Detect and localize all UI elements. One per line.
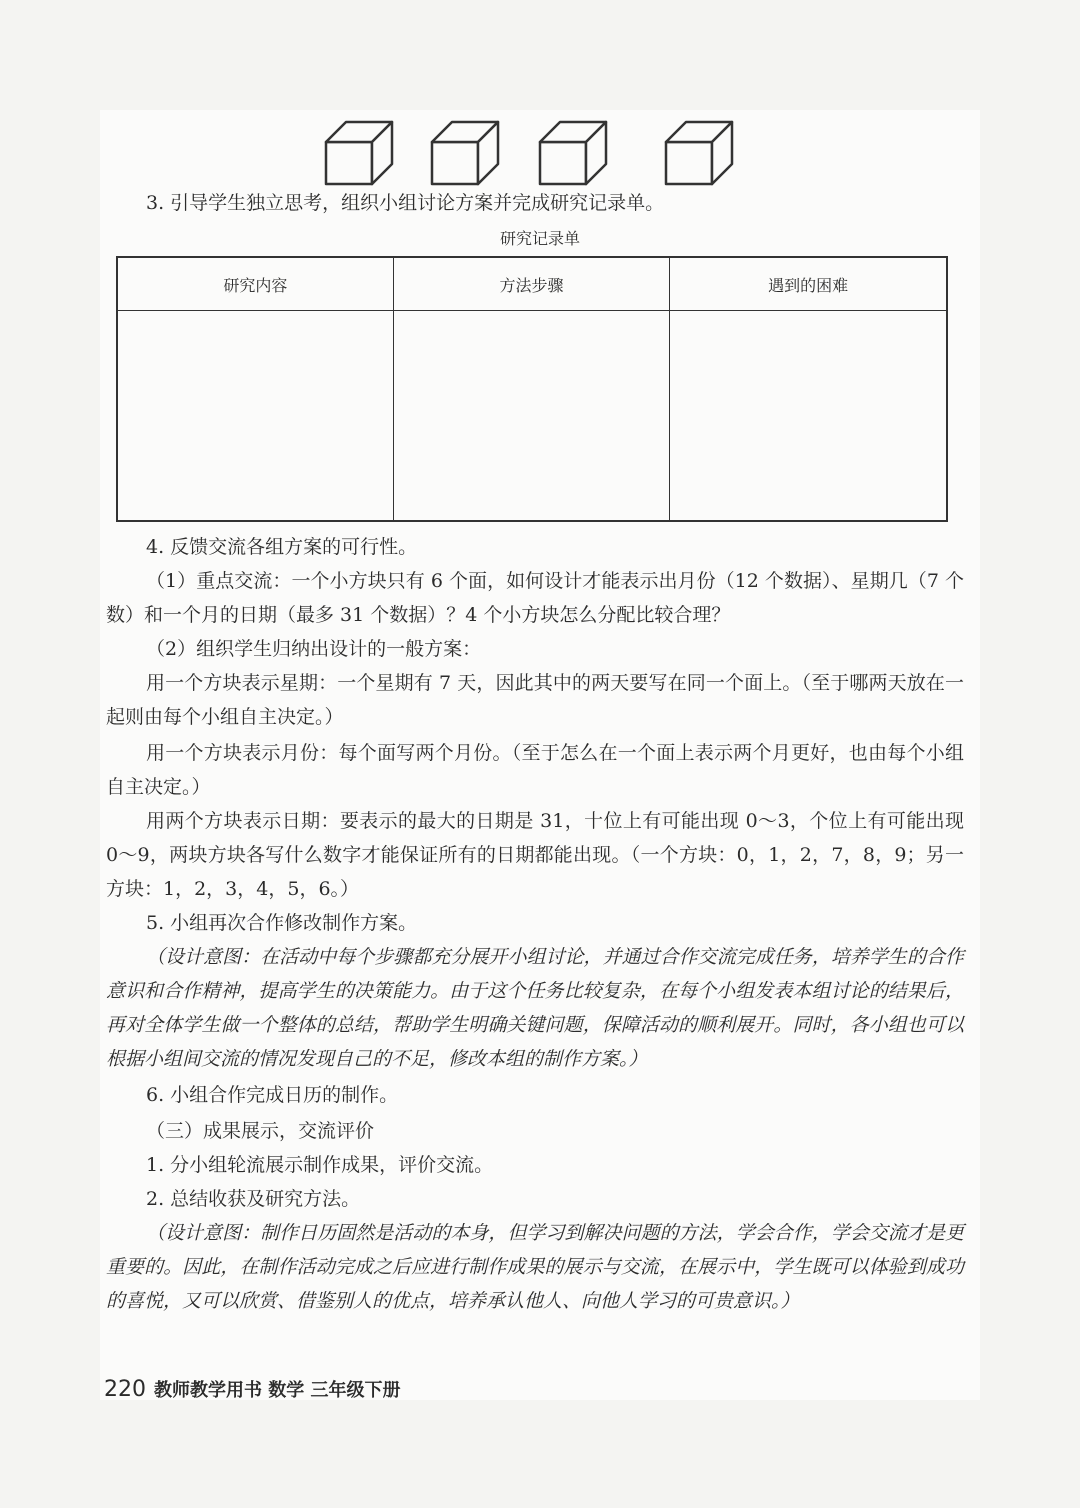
- cube-4: [666, 122, 732, 184]
- cell-content: [117, 311, 393, 522]
- paragraph-2: （2）组织学生归纳出设计的一般方案：: [146, 638, 482, 660]
- cell-difficulty: [670, 311, 947, 522]
- cube-1: [326, 122, 392, 184]
- page-number: 220: [104, 1377, 146, 1402]
- paragraph-4: 用一个方块表示月份：每个面写两个月份。（至于怎么在一个面上表示两个月更好，也由每个小组自主决定。）: [106, 742, 964, 798]
- cube-3: [540, 122, 606, 184]
- step-4: 4. 反馈交流各组方案的可行性。: [146, 536, 418, 558]
- header-content: 研究内容: [117, 257, 393, 311]
- design-intent-2: （设计意图：制作日历固然是活动的本身，但学习到解决问题的方法，学会合作，学会交流才是更重要的。因此，在制作活动完成之后应进行制作成果的展示与交流，在展示中，学生既可以体验到成功的喜悦，又可以欣赏、借鉴别人的优点，培养承认他人、向他人学习的可贵意识。）: [106, 1222, 964, 1312]
- header-method: 方法步骤: [393, 257, 669, 311]
- page-footer: [104, 1376, 401, 1402]
- research-record-table: [116, 256, 948, 522]
- step-5: 5. 小组再次合作修改制作方案。: [146, 912, 418, 934]
- cell-method: [393, 311, 669, 522]
- paragraph-3: 用一个方块表示星期：一个星期有 7 天，因此其中的两天要写在同一个面上。（至于哪两天放在一起则由每个小组自主决定。）: [106, 672, 964, 728]
- summary-1: 1. 分小组轮流展示制作成果，评价交流。: [146, 1154, 494, 1176]
- step-6: 6. 小组合作完成日历的制作。: [146, 1084, 399, 1106]
- paragraph-5: 用两个方块表示日期：要表示的最大的日期是 31，十位上有可能出现 0～3，个位上有可能出现 0～9，两块方块各写什么数字才能保证所有的日期都能出现。（一个方块：0，1，2，7，8，9；另一方块：1，2，3，4，5，6。）: [106, 810, 964, 900]
- header-difficulty: 遇到的困难: [670, 257, 947, 311]
- step-3: 3. 引导学生独立思考，组织小组讨论方案并完成研究记录单。: [146, 192, 665, 214]
- section-3-heading: （三）成果展示，交流评价: [146, 1120, 375, 1142]
- design-intent-1: （设计意图：在活动中每个步骤都充分展开小组讨论，并通过合作交流完成任务，培养学生的合作意识和合作精神，提高学生的决策能力。由于这个任务比较复杂，在每个小组发表本组讨论的结果后，再对全体学生做一个整体的总结，帮助学生明确关键问题，保障活动的顺利展开。同时，各小组也可以根据小组间交流的情况发现自己的不足，修改本组的制作方案。）: [106, 946, 964, 1070]
- cube-illustration: [0, 0, 1080, 190]
- cube-2: [432, 122, 498, 184]
- paragraph-1: （1）重点交流：一个小方块只有 6 个面，如何设计才能表示出月份（12 个数据）、星期几（7 个数）和一个月的日期（最多 31 个数据）？4 个小方块怎么分配比较合理？: [106, 570, 964, 626]
- table-title: 研究记录单: [499, 229, 580, 248]
- book-title: 教师教学用书 数学 三年级下册: [154, 1380, 401, 1401]
- summary-2: 2. 总结收获及研究方法。: [146, 1188, 361, 1210]
